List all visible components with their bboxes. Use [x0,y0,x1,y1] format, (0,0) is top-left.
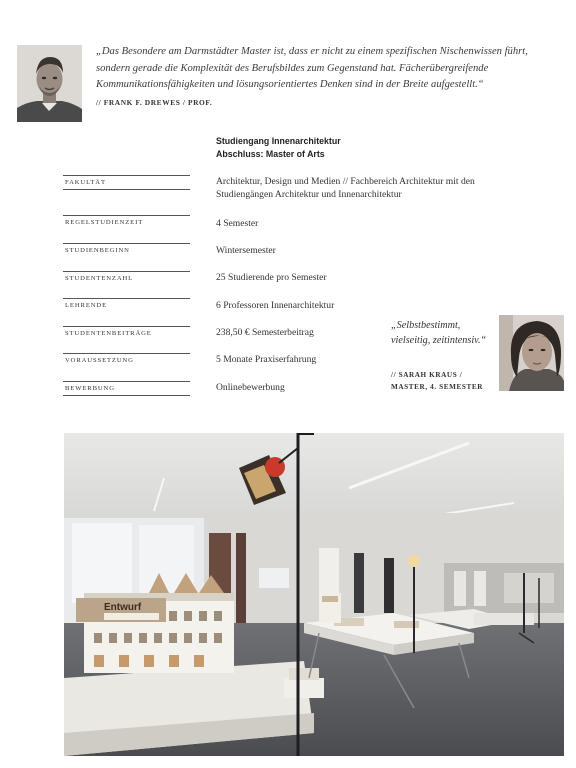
program-title: Studiengang Innenarchitektur [216,136,341,146]
photo-sign-text: Entwurf [104,602,142,613]
row-divider [63,298,190,299]
row-value-teachers: 6 Professoren Innenarchitektur [216,300,335,311]
row-divider [63,243,190,244]
row-value-application: Onlinebewerbung [216,382,285,393]
portrait-man-image [17,45,82,122]
studio-photo-image [64,433,564,756]
row-value-fees: 238,50 € Semesterbeitrag [216,327,314,338]
row-label-teachers: LEHRENDE [65,302,107,309]
portrait-frank-drewes [17,45,82,122]
row-divider [63,381,190,382]
row-value-duration: 4 Semester [216,218,259,229]
row-divider [63,189,190,190]
row-divider [63,353,190,354]
quote-side-author [391,369,483,393]
row-label-fees: STUDENTENBEITRÄGE [65,330,152,337]
quote-side-author-name: // SARAH KRAUS / [391,371,463,379]
quote-top-author: // FRANK F. DREWES / PROF. [96,98,213,107]
row-value-start: Wintersemester [216,245,276,256]
row-label-application: BEWERBUNG [65,385,115,392]
program-degree: Abschluss: Master of Arts [216,148,325,159]
row-label-faculty: FAKULTÄT [65,179,106,186]
studio-photo [64,433,564,756]
row-label-requirement: VORAUSSETZUNG [65,357,134,364]
row-label-students: STUDENTENZAHL [65,275,134,282]
row-divider [63,326,190,327]
quote-side-author-role: MASTER, 4. SEMESTER [391,383,484,391]
row-divider [63,395,190,396]
program-heading [216,135,341,160]
portrait-sarah-kraus [499,315,564,391]
row-value-requirement: 5 Monate Praxiserfahrung [216,354,317,365]
row-divider [63,175,190,176]
row-label-start: STUDIENBEGINN [65,247,130,254]
portrait-woman-image [499,315,564,391]
row-divider [63,271,190,272]
row-value-students: 25 Studierende pro Semester [216,272,327,283]
quote-top-text: „Das Besondere am Darmstädter Master ist, dass er nicht zu einem spezifischen Nischenwissen führt, sondern gerade die Komplexität des Berufsbildes zum Gegenstand hat. Fächerübergreifende Kommunikationsfähigkeiten und lösungsorientiertes Denken sind in der Breite aufgestellt.“ [96,46,528,90]
row-value-faculty: Architektur, Design und Medien // Fachbereich Architektur mit den Studiengängen Architektur und Innenarchitektur [216,176,475,200]
quote-side-text: „Selbstbestimmt, vielseitig, zeitintensiv.“ [391,320,487,346]
row-label-duration: REGELSTUDIENZEIT [65,219,144,226]
row-divider [63,215,190,216]
